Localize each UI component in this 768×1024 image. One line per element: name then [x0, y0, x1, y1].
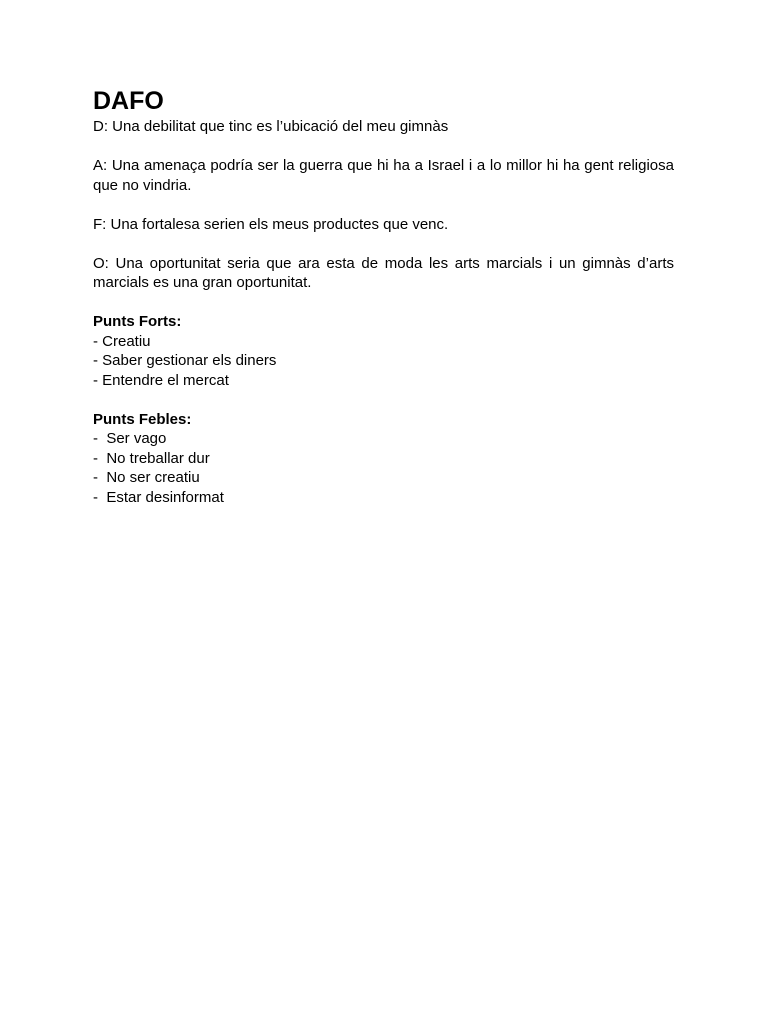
paragraph-debilitat: D: Una debilitat que tinc es l’ubicació del meu gimnàs — [93, 118, 449, 135]
list-item: - Estar desinformat — [93, 488, 224, 506]
weaknesses-heading: Punts Febles: — [93, 410, 192, 428]
document-title: DAFO — [93, 87, 164, 115]
list-item: - No ser creatiu — [93, 469, 200, 486]
spacer — [93, 137, 674, 157]
spacer — [93, 195, 674, 215]
list-item: - Ser vago — [93, 430, 167, 447]
weaknesses-list — [93, 429, 674, 507]
strengths-heading: Punts Forts: — [93, 313, 182, 330]
paragraph-amenaca: A: Una amenaça podría ser la guerra que hi ha a Israel i a lo millor hi ha gent religiosa que no vindria. — [93, 157, 674, 194]
list-item: - Saber gestionar els diners — [93, 352, 277, 369]
strengths-list — [93, 332, 674, 391]
list-item: - No treballar dur — [93, 449, 210, 467]
document-page — [93, 86, 674, 507]
list-item: - Creatiu — [93, 332, 151, 350]
spacer — [93, 390, 674, 410]
spacer — [93, 234, 674, 254]
spacer — [93, 293, 674, 313]
list-item: - Entendre el mercat — [93, 371, 229, 389]
paragraph-fortalesa: F: Una fortalesa serien els meus productes que venc. — [93, 215, 449, 233]
paragraph-oportunitat: O: Una oportunitat seria que ara esta de moda les arts marcials i un gimnàs d’arts marcials es una gran oportunitat. — [93, 254, 674, 291]
